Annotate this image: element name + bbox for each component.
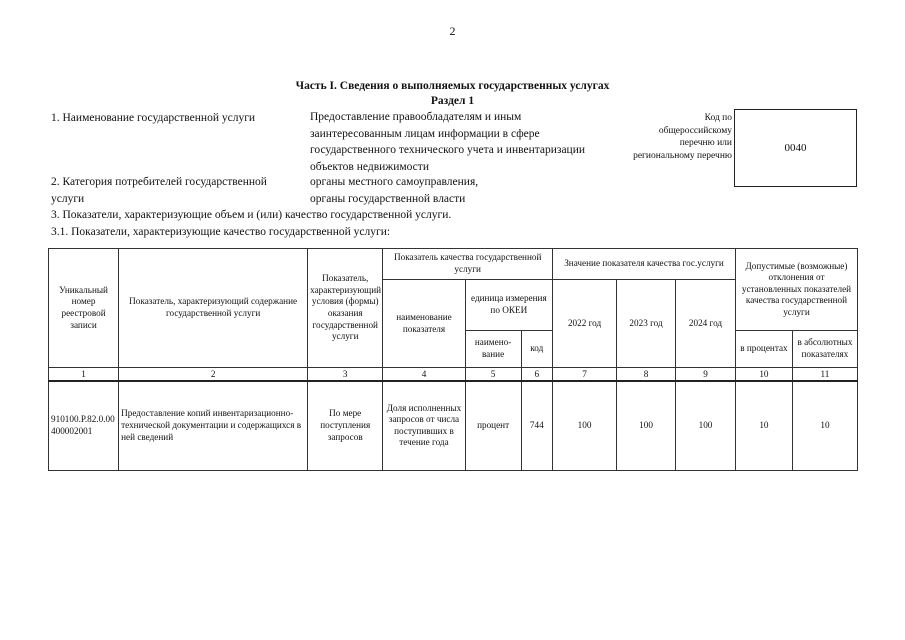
column-number: 3 xyxy=(308,368,383,382)
header-year-2023: 2023 год xyxy=(617,280,676,368)
column-number: 4 xyxy=(383,368,465,382)
header-content: Показатель, характеризующий содержание государственной услуги xyxy=(119,249,308,368)
header-registry: Уникальный номер реестровой записи xyxy=(49,249,119,368)
cell-registry: 910100.Р.82.0.00400002001 xyxy=(49,381,119,470)
cell-content: Предоставление копий инвентаризационно-технической документации и содержащихся в ней сведений xyxy=(119,381,308,470)
consumer-label-line: 2. Категория потребителей государственной xyxy=(51,176,267,188)
code-label-line: региональному перечню xyxy=(633,150,732,161)
column-number: 9 xyxy=(676,368,736,382)
cell-indicator: Доля исполненных запросов от числа поступивших в течение года xyxy=(383,381,465,470)
header-dev-percent: в процентах xyxy=(735,331,792,368)
consumer-line: органы местного самоуправления, xyxy=(310,176,479,188)
consumer-line: органы государственной власти xyxy=(310,192,466,205)
cell-condition: По мере поступления запросов xyxy=(308,381,383,470)
header-unit-name: наимено-вание xyxy=(465,331,521,368)
code-value: 0040 xyxy=(784,142,807,154)
service-name-label: 1. Наименование государственной услуги xyxy=(51,112,256,124)
service-name-line: заинтересованным лицам информации в сфере xyxy=(310,127,540,140)
column-number: 2 xyxy=(119,368,308,382)
header-deviation: Допустимые (возможные) отклонения от установленных показателей качества государственной услуги xyxy=(735,249,857,331)
header-indicator-name: наименование показателя xyxy=(383,280,465,368)
code-label xyxy=(600,112,732,162)
service-name-line: объектов недвижимости xyxy=(310,160,429,173)
column-number: 5 xyxy=(465,368,521,382)
header-dev-abs: в абсолютных показателях xyxy=(792,331,857,368)
consumer-value xyxy=(310,174,478,207)
quality-table xyxy=(48,248,858,471)
service-name-value xyxy=(310,109,585,175)
column-number: 11 xyxy=(792,368,857,382)
cell-value-2024: 100 xyxy=(676,381,736,470)
quality-heading: 3.1. Показатели, характеризующие качество государственной услуги: xyxy=(51,226,391,238)
header-year-2022: 2022 год xyxy=(553,280,617,368)
header-unit-code: код xyxy=(521,331,553,368)
indicators-heading: 3. Показатели, характеризующие объем и (или) качество государственной услуги. xyxy=(51,209,452,221)
service-name-line: государственного технического учета и инвентаризации xyxy=(310,144,586,157)
header-quality: Показатель качества государственной услуги xyxy=(383,249,553,280)
table-row xyxy=(49,381,858,470)
cell-unit-name: процент xyxy=(465,381,521,470)
header-year-2024: 2024 год xyxy=(676,280,736,368)
consumer-label xyxy=(51,174,267,207)
service-name-line: Предоставление правообладателям и иным xyxy=(310,111,522,123)
cell-value-2023: 100 xyxy=(617,381,676,470)
header-condition: Показатель, характеризующий условия (формы) оказания государственной услуги xyxy=(308,249,383,368)
header-value: Значение показателя качества гос.услуги xyxy=(553,249,736,280)
code-box xyxy=(734,109,857,187)
code-label-line: перечню или xyxy=(679,138,732,148)
cell-dev-percent: 10 xyxy=(735,381,792,470)
column-number: 6 xyxy=(521,368,553,382)
column-number: 1 xyxy=(49,368,119,382)
column-number: 8 xyxy=(617,368,676,382)
part-title: Часть I. Сведения о выполняемых государственных услугах xyxy=(295,80,610,92)
code-label-line: Код по xyxy=(704,113,732,123)
column-number: 7 xyxy=(553,368,617,382)
header-unit: единица измерения по ОКЕИ xyxy=(465,280,552,331)
cell-unit-code: 744 xyxy=(521,381,553,470)
consumer-label-line: услуги xyxy=(51,192,85,205)
cell-dev-abs: 10 xyxy=(792,381,857,470)
column-number: 10 xyxy=(735,368,792,382)
code-label-line: общероссийскому xyxy=(658,125,732,136)
page-number: 2 xyxy=(449,24,456,38)
cell-value-2022: 100 xyxy=(553,381,617,470)
section-title: Раздел 1 xyxy=(430,95,475,107)
